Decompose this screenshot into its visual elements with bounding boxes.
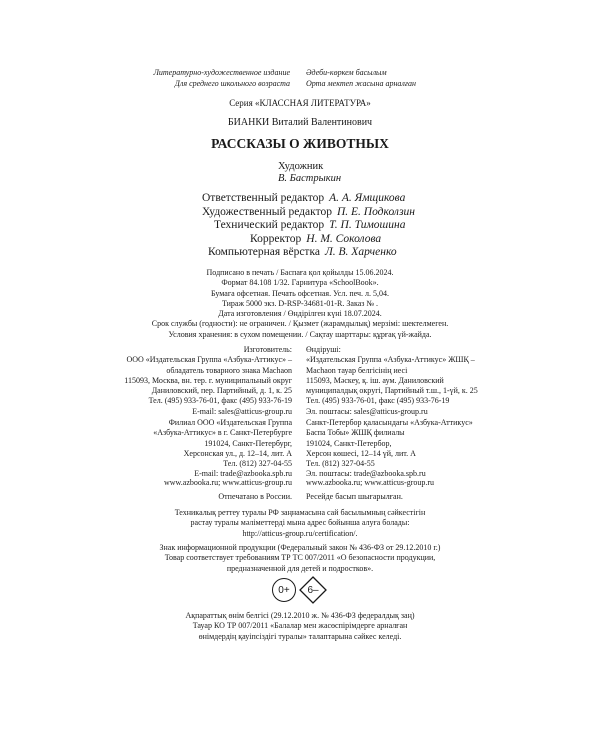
manufacturer-kz-line: Өндіруші: <box>306 345 341 354</box>
branch-ru-line: Херсонская ул., д. 12–14, лит. А <box>183 448 292 458</box>
age-rating-diamond-icon <box>299 576 327 604</box>
manufacturer-kz <box>306 345 546 417</box>
illustrator-role: Художник <box>278 161 324 172</box>
age-rating-circle-icon <box>272 578 296 602</box>
branch-ru-line: Тел. (812) 327-04-55 <box>223 459 292 469</box>
websites-ru[interactable]: www.azbooka.ru; www.atticus-group.ru <box>163 478 292 487</box>
info-label-kz-line: Ақпараттық өнім белгісі (29.12.2010 ж. № 436-ФЗ федералдық заң) <box>185 611 415 620</box>
printed-ru: Отпечатано в России. <box>218 492 292 501</box>
print-info <box>0 268 600 340</box>
manufacturer-kz-line: Тел. (495) 933-76-01, факс (495) 933-76-19 <box>306 396 450 406</box>
edition-ru <box>60 68 290 89</box>
info-label-ru <box>0 543 600 574</box>
credit-role: Компьютерная вёрстка <box>208 246 320 258</box>
print-info-line: Подписано в печать / Баспаға қол қойылды 15.06.2024. <box>206 268 394 277</box>
info-label-kz-line: өнімдердің қауіпсіздігі туралы» талаптарына сәйкес келеді. <box>198 631 402 641</box>
age-rating-circle-label: 0+ <box>278 584 290 596</box>
manufacturer-kz-line: 115093, Мәскеу, қ. іш. аум. Даниловский <box>306 375 444 385</box>
credit-role: Корректор <box>250 232 302 245</box>
manufacturer-ru-line: обладатель товарного знака Machaon <box>166 365 292 375</box>
credit-role: Технический редактор <box>214 219 325 231</box>
print-info-line: Бумага офсетная. Печать офсетная. Усл. печ. л. 5,04. <box>211 288 389 298</box>
print-info-line: Дата изготовления / Өндірілген күні 18.07.2024. <box>218 309 382 319</box>
illustrator <box>278 161 478 185</box>
edition-age-ru: Для среднего школьного возраста <box>174 78 290 88</box>
tech-reg-line: растау туралы мәліметтерді мына адрес бойынша алуға болады: <box>190 518 410 528</box>
branch-ru-line: 191024, Санкт-Петербург, <box>204 438 292 448</box>
branch-kz-line: 191024, Санкт-Петербор, <box>306 438 392 448</box>
credits-list <box>202 192 502 260</box>
branch-kz-line: Баспа Тобы» ЖШҚ филиалы <box>306 428 405 438</box>
branch-kz-line: Эл. поштасы: trade@azbooka.spb.ru <box>306 469 426 479</box>
edition-type-ru: Литературно-художественное издание <box>153 68 290 77</box>
manufacturer-ru-line: E-mail: sales@atticus-group.ru <box>192 406 292 416</box>
credit-tech-editor <box>202 219 502 233</box>
illustrator-name: В. Бастрыкин <box>278 173 342 184</box>
manufacturer-kz-line: муниципалдық округі, Партийный т.ш., 1-үй, к. 25 <box>306 386 478 396</box>
book-title: РАССКАЗЫ О ЖИВОТНЫХ <box>211 136 389 151</box>
credit-role: Художественный редактор <box>202 205 332 218</box>
branch-ru-line: E-mail: trade@azbooka.spb.ru <box>194 469 292 479</box>
manufacturer-ru-line: 115093, Москва, вн. тер. г. муниципальный округ <box>124 375 292 385</box>
edition-age-kz: Орта мектеп жасына арналған <box>306 78 416 88</box>
manufacturer-kz-line: Эл. поштасы: sales@atticus-group.ru <box>306 406 428 416</box>
branch-kz <box>306 418 546 480</box>
print-info-line: Срок службы (годности): не ограничен. / Қызмет (жарамдылық) мерзімі: шектелмеген. <box>151 319 449 329</box>
manufacturer-kz-line: «Издательская Группа «Азбука-Аттикус» ЖШҚ – <box>306 355 475 365</box>
credit-name: Л. В. Харченко <box>324 246 397 258</box>
info-label-kz-line: Тауар КО ТР 007/2011 «Балалар мен жасөспірімдерге арналған <box>192 621 408 631</box>
edition-kz <box>306 68 546 89</box>
credit-name: Т. П. Тимошина <box>329 219 406 231</box>
print-info-line: Условия хранения: в сухом помещении. / Сақтау шарттары: құрғақ үй-жайда. <box>168 329 432 339</box>
print-info-line: Формат 84.108 1/32. Гарнитура «SchoolBook». <box>221 278 379 288</box>
branch-kz-line: Херсон көшесі, 12–14 үй, лит. А <box>306 448 416 458</box>
credit-proofreader <box>202 233 502 247</box>
edition-type-kz: Әдеби-көркем басылым <box>306 68 387 77</box>
manufacturer-ru-line: Изготовитель: <box>243 345 292 354</box>
manufacturer-ru-line: ООО «Издательская Группа «Азбука-Аттикус» – <box>126 355 292 365</box>
info-label-ru-line: Товар соответствует требованиям ТР ТС 007/2011 «О безопасности продукции, <box>164 553 436 563</box>
credit-name: П. Е. Подколзин <box>336 205 416 218</box>
websites-kz[interactable]: www.azbooka.ru; www.atticus-group.ru <box>306 478 435 487</box>
info-label-ru-line: Знак информационной продукции (Федеральный закон № 436-ФЗ от 29.12.2010 г.) <box>159 543 441 552</box>
credit-role: Ответственный редактор <box>202 192 325 204</box>
author: БИАНКИ Виталий Валентинович <box>227 117 373 128</box>
manufacturer-ru <box>60 345 292 417</box>
info-label-kz <box>0 611 600 642</box>
series: Серия «КЛАССНАЯ ЛИТЕРАТУРА» <box>229 98 371 108</box>
credit-layout <box>202 246 502 260</box>
info-label-ru-line: предназначенной для детей и подростков». <box>226 563 374 573</box>
tech-reg-line: Техникалық реттеу туралы РФ заңнамасына сай басылымның сәйкестігін <box>174 508 426 517</box>
branch-ru <box>60 418 292 480</box>
branch-kz-line: Тел. (812) 327-04-55 <box>306 459 375 469</box>
manufacturer-ru-line: Даниловский, пер. Партийный, д. 1, к. 25 <box>151 386 292 396</box>
branch-kz-line: Санкт-Петербор қаласындағы «Азбука-Аттикус» <box>306 418 473 427</box>
printed-kz: Ресейде басып шығарылған. <box>306 492 403 501</box>
credit-art-editor <box>202 206 502 220</box>
manufacturer-ru-line: Тел. (495) 933-76-01, факс (495) 933-76-19 <box>148 396 292 406</box>
credit-name: А. А. Ямщикова <box>329 192 406 204</box>
credit-responsible-editor <box>202 192 502 206</box>
print-info-line: Тираж 5000 экз. D-RSP-34681-01-R. Заказ № . <box>221 298 379 308</box>
manufacturer-kz-line: Machaon тауар белгісінің иесі <box>306 365 408 375</box>
credit-name: Н. М. Соколова <box>306 232 382 245</box>
branch-ru-line: Филиал ООО «Издательская Группа <box>168 418 292 427</box>
tech-regulation <box>0 508 600 539</box>
age-rating-diamond-label: 6– <box>307 584 319 596</box>
branch-ru-line: «Азбука-Аттикус» в г. Санкт-Петербурге <box>153 428 292 438</box>
tech-reg-line[interactable]: http://atticus-group.ru/certification/. <box>242 528 358 538</box>
